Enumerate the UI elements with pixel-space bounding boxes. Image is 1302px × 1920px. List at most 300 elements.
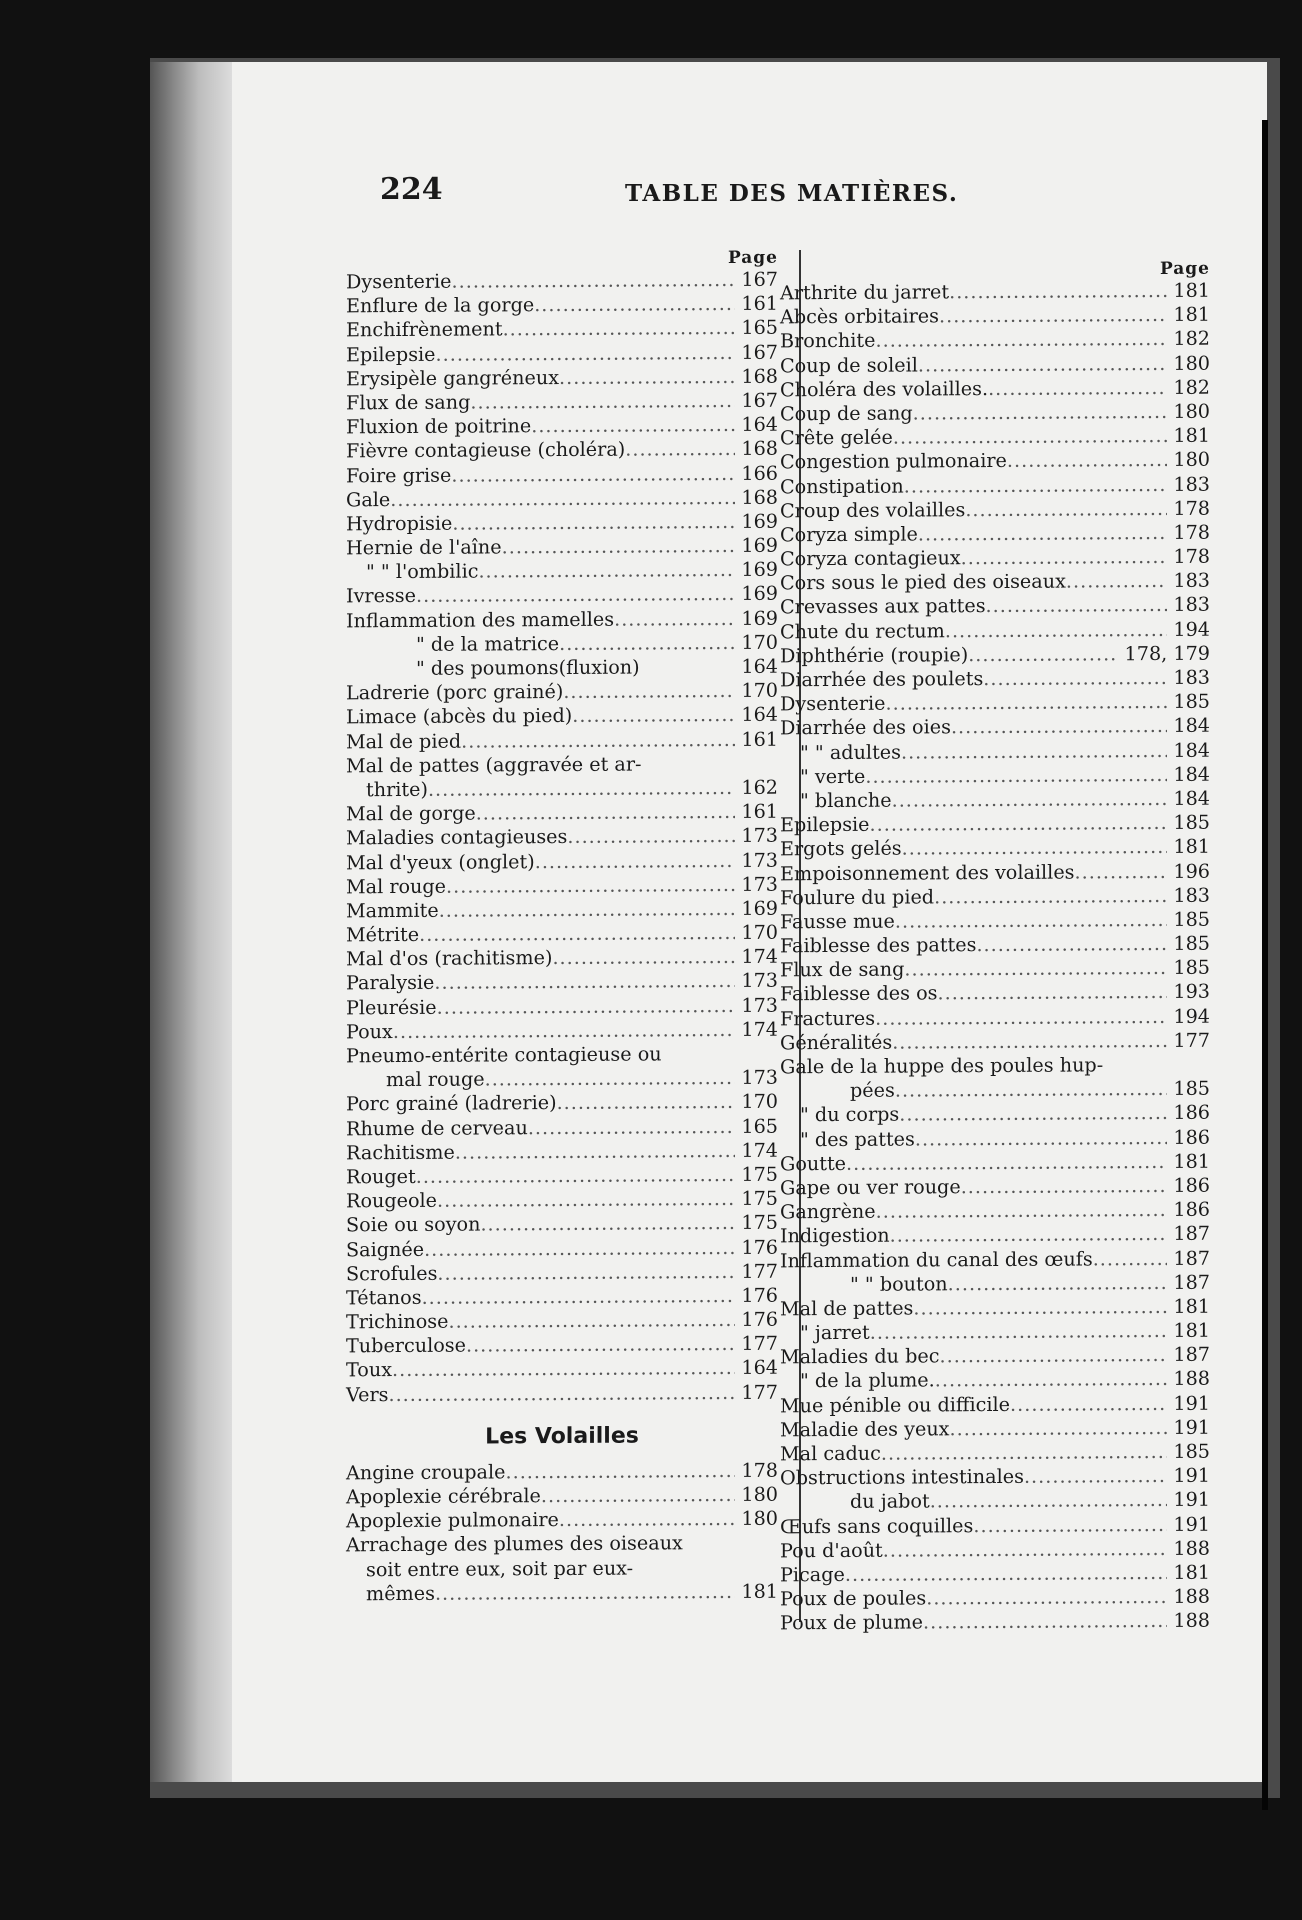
toc-entry [346, 292, 778, 319]
entry-page-number: 184 [1173, 738, 1210, 762]
entry-page-number: 191 [1173, 1391, 1210, 1415]
toc-entry [780, 375, 1210, 402]
toc-entry [780, 1246, 1210, 1273]
entry-label: " " bouton [850, 1271, 948, 1296]
entry-label: Apoplexie pulmonaire [346, 1508, 559, 1533]
entry-label: Pou d'août [780, 1538, 883, 1563]
entry-label: Maladie des yeux [780, 1417, 950, 1442]
entry-page-number: 167 [741, 388, 778, 412]
dot-leader [918, 352, 1168, 378]
entry-page-number: 193 [1173, 980, 1210, 1004]
entry-page-number: 177 [741, 1380, 778, 1404]
entry-page-number: 180 [1173, 447, 1210, 472]
entry-page-number: 181 [1173, 1560, 1210, 1584]
entry-page-number: 178, 179 [1124, 641, 1210, 666]
toc-entry [346, 969, 778, 996]
entry-page-number: 175 [741, 1186, 778, 1211]
entry-label: Tétanos [346, 1285, 422, 1310]
toc-entry [346, 1332, 778, 1359]
toc-entry [780, 1391, 1210, 1418]
toc-entry [780, 593, 1210, 620]
dot-leader [531, 413, 735, 438]
entry-page-number: 185 [1173, 689, 1210, 714]
entry-page-number: 165 [741, 1114, 778, 1138]
entry-page-number: 181 [1173, 834, 1210, 859]
toc-entry [346, 1211, 778, 1238]
entry-label: Paralysie [346, 971, 435, 995]
toc-entry [346, 945, 778, 972]
toc-entry [346, 510, 778, 537]
entry-page-number: 169 [741, 533, 778, 557]
entry-page-number: 185 [1173, 1439, 1210, 1463]
toc-entry [780, 787, 1210, 814]
entry-page-number: 162 [741, 775, 778, 799]
entry-page-number: 187 [1173, 1270, 1210, 1294]
dot-leader [950, 1416, 1168, 1442]
entry-label: Poux [346, 1019, 393, 1044]
entry-label: Cors sous le pied des oiseaux [780, 569, 1066, 595]
entry-label: Inflammation des mamelles [346, 607, 615, 632]
toc-entry [346, 1090, 778, 1117]
entry-label: Mal d'os (rachitisme) [346, 946, 553, 971]
dot-leader [976, 932, 1167, 957]
dot-leader [926, 1585, 1167, 1611]
entry-label: Saignée [346, 1237, 425, 1261]
entry-label: Maladies du bec [780, 1344, 940, 1369]
entry-page-number: 181 [1173, 278, 1210, 302]
entry-page-number: 175 [741, 1162, 778, 1186]
toc-entry [780, 1295, 1210, 1322]
entry-page-number: 164 [741, 412, 778, 437]
dot-leader [895, 908, 1168, 934]
dot-leader [428, 776, 735, 802]
toc-entry [780, 1367, 1210, 1394]
toc-entry [780, 351, 1210, 378]
toc-entry [780, 1149, 1210, 1176]
dot-leader [642, 770, 738, 771]
dot-leader [870, 1319, 1168, 1345]
entry-label: Limace (abcès du pied) [346, 704, 573, 729]
entry-label: Enchifrènement [346, 317, 503, 342]
toc-entry [346, 703, 778, 730]
toc-entry [780, 1198, 1210, 1225]
toc-entry [780, 327, 1210, 354]
entry-label: Scrofules [346, 1261, 438, 1286]
toc-entry [780, 303, 1210, 330]
entry-page-number: 174 [741, 944, 778, 969]
toc-entry [346, 1017, 778, 1044]
entry-label: Picage [780, 1562, 845, 1587]
dot-leader [918, 521, 1168, 547]
entry-label: Crête gelée [780, 425, 893, 450]
toc-entry [780, 1415, 1210, 1442]
toc-entry [780, 1174, 1210, 1201]
entry-page-number: 185 [1173, 1076, 1210, 1101]
entry-page-number: 185 [1173, 931, 1210, 955]
dot-leader [416, 582, 735, 608]
entry-page-number: 180 [741, 1482, 778, 1506]
left-column [346, 246, 778, 1607]
entry-label: Mal caduc [780, 1441, 881, 1466]
entry-label: Epilepsie [346, 342, 436, 366]
running-header [380, 172, 1020, 212]
dot-leader [915, 1126, 1168, 1152]
toc-entry [780, 1343, 1210, 1370]
entry-label: Mal d'yeux (onglet) [346, 849, 535, 874]
entry-page-number: 170 [741, 630, 778, 654]
toc-entry [780, 641, 1210, 668]
entry-label: Gape ou ver rouge [780, 1175, 961, 1200]
dot-leader [1066, 569, 1167, 594]
dot-leader [875, 1005, 1167, 1031]
toc-entry [346, 630, 778, 657]
toc-entry [346, 1235, 778, 1262]
entry-page-number: 181 [1173, 302, 1210, 327]
entry-page-number: 185 [1173, 955, 1210, 980]
dot-leader [940, 1343, 1168, 1369]
entry-label: Dysenterie [346, 269, 452, 294]
toc-entry [346, 897, 778, 924]
entry-label: Toux [346, 1358, 393, 1382]
entry-page-number: 196 [1173, 859, 1210, 883]
toc-entry [346, 872, 778, 899]
dot-leader [893, 424, 1168, 450]
toc-entry [780, 1270, 1210, 1297]
toc-entry [346, 1579, 778, 1606]
toc-entry [780, 448, 1210, 475]
entry-page-number: 183 [1173, 568, 1210, 593]
toc-entry [346, 751, 778, 778]
entry-label: Coryza simple [780, 522, 918, 547]
dot-leader [846, 1150, 1167, 1176]
dot-leader [461, 728, 735, 754]
entry-page-number: 174 [741, 1138, 778, 1162]
dot-leader [535, 848, 736, 873]
toc-entry [780, 1512, 1210, 1539]
right-column [780, 257, 1210, 1636]
entry-label: Gale [346, 487, 391, 512]
entry-page-number: 178 [1173, 520, 1210, 544]
entry-page-number: 173 [741, 848, 778, 872]
entry-label: Pleurésie [346, 995, 437, 1019]
dot-leader [951, 714, 1167, 740]
entry-page-number: 183 [1173, 472, 1210, 496]
dot-leader [899, 1101, 1167, 1127]
entry-label: Constipation [780, 474, 904, 498]
dot-leader [870, 811, 1168, 837]
toc-entry [346, 1380, 778, 1407]
dot-leader [503, 316, 736, 342]
entry-label: Flux de sang [346, 390, 471, 415]
dot-leader [876, 327, 1168, 353]
entry-page-number: 169 [741, 582, 778, 606]
entry-label: Congestion pulmonaire [780, 449, 1007, 474]
toc-entry [780, 738, 1210, 765]
entry-page-number: 170 [741, 1090, 778, 1114]
dot-leader [559, 631, 735, 656]
entry-label: Pneumo-entérite contagieuse ou [346, 1042, 662, 1068]
page-number: 224 [380, 172, 443, 207]
entry-page-number: 164 [741, 1356, 778, 1380]
dot-leader [1075, 859, 1168, 884]
toc-entry [346, 1187, 778, 1214]
dot-leader [451, 461, 735, 487]
toc-entry [780, 1585, 1210, 1612]
toc-entry [780, 762, 1210, 789]
dot-leader [930, 1488, 1168, 1514]
toc-entry [780, 424, 1210, 451]
entry-page-number: 173 [741, 823, 778, 848]
entry-label: soit entre eux, soit par eux- [366, 1556, 634, 1581]
toc-entry [346, 389, 778, 416]
dot-leader [949, 279, 1167, 305]
entry-label: Faiblesse des os [780, 981, 938, 1006]
entry-label: Mal de pattes [780, 1296, 914, 1321]
entry-label: Poux de poules [780, 1586, 927, 1611]
entry-page-number: 194 [1173, 1004, 1210, 1028]
entry-label: Diphthérie (roupie) [780, 642, 969, 668]
entry-page-number: 168 [741, 436, 778, 461]
dot-leader [567, 824, 735, 849]
entry-page-number: 184 [1173, 762, 1210, 786]
entry-label: Empoisonnement des volailles [780, 860, 1075, 885]
dot-leader [965, 497, 1167, 522]
dot-leader [392, 1356, 735, 1382]
entry-label: Ergots gelés [780, 836, 902, 861]
entry-label: Bronchite [780, 329, 876, 353]
dot-leader [416, 1163, 736, 1189]
dot-leader [886, 690, 1168, 716]
entry-label: Inflammation du canal des œufs [780, 1246, 1093, 1272]
dot-leader [988, 376, 1167, 401]
dot-leader [1010, 1392, 1167, 1417]
entry-label: Chute du rectum [780, 618, 945, 643]
entry-label: thrite) [366, 777, 428, 802]
entry-page-number: 181 [1173, 1318, 1210, 1342]
entry-label: Fièvre contagieuse (choléra) [346, 437, 626, 463]
toc-entry [780, 714, 1210, 741]
entry-label: Abcès orbitaires [780, 304, 939, 329]
toc-entry [346, 1308, 778, 1335]
left-entry-list [346, 268, 778, 1407]
toc-entry [346, 1163, 778, 1190]
dot-leader [434, 969, 735, 995]
entry-page-number: 180 [741, 1506, 778, 1531]
dot-leader [913, 1295, 1167, 1321]
entry-label: Tuberculose [346, 1333, 466, 1358]
entry-label: du jabot [850, 1489, 930, 1514]
entry-label: " de la plume. [800, 1368, 935, 1393]
entry-label: Foulure du pied [780, 885, 935, 910]
dot-leader [534, 292, 735, 317]
toc-entry [780, 1440, 1210, 1467]
toc-entry [780, 1028, 1210, 1055]
entry-label: Dysenterie [780, 691, 886, 716]
entry-page-number: 169 [741, 557, 778, 582]
entry-page-number: 188 [1173, 1367, 1210, 1391]
toc-entry [346, 316, 778, 343]
toc-entry [346, 679, 778, 706]
dot-leader [476, 800, 736, 826]
dot-leader [393, 1018, 736, 1044]
entry-label: Hernie de l'aîne [346, 535, 502, 560]
entry-page-number: 173 [741, 969, 778, 993]
dot-leader [973, 1513, 1167, 1538]
dot-leader [437, 994, 736, 1020]
entry-label: Hydropisie [346, 511, 453, 536]
dot-leader [876, 1198, 1168, 1224]
dot-leader [559, 1507, 736, 1532]
dot-leader [934, 884, 1167, 910]
entry-page-number: 180 [1173, 399, 1210, 423]
entry-page-number: 176 [741, 1283, 778, 1307]
dot-leader [446, 873, 735, 899]
toc-entry [780, 666, 1210, 693]
toc-entry [346, 1507, 778, 1534]
dot-leader [390, 486, 735, 512]
toc-entry [780, 496, 1210, 523]
toc-entry [780, 1077, 1210, 1104]
toc-entry [780, 811, 1210, 838]
dot-leader [559, 365, 735, 390]
toc-entry [780, 1053, 1210, 1080]
toc-entry [346, 558, 778, 585]
entry-label: Rachitisme [346, 1140, 455, 1165]
page-column-label: Page [727, 247, 778, 268]
toc-entry [780, 1609, 1210, 1636]
entry-page-number: 177 [741, 1331, 778, 1356]
entry-page-number: 194 [1173, 617, 1210, 641]
entry-page-number: 181 [1173, 423, 1210, 448]
dot-leader [452, 268, 736, 294]
dot-leader [452, 510, 735, 536]
dot-leader [904, 956, 1167, 982]
entry-page-number: 187 [1173, 1246, 1210, 1270]
dot-leader [923, 1609, 1167, 1635]
dot-leader [983, 666, 1167, 691]
toc-entry [346, 340, 778, 367]
entry-page-number: 168 [741, 364, 778, 388]
entry-page-number: 164 [741, 703, 778, 727]
entry-page-number: 188 [1173, 1536, 1210, 1560]
toc-entry [346, 1066, 778, 1093]
entry-page-number: 177 [741, 1259, 778, 1283]
toc-entry [780, 472, 1210, 499]
entry-page-number: 161 [741, 291, 778, 316]
entry-page-number: 167 [741, 340, 778, 364]
entry-label: " du corps [800, 1102, 900, 1127]
dot-leader [938, 980, 1168, 1006]
dot-leader [939, 303, 1167, 329]
toc-entry [780, 932, 1210, 959]
toc-entry [346, 606, 778, 633]
entry-page-number: 183 [1173, 665, 1210, 689]
entry-label: " des pattes [800, 1127, 915, 1151]
entry-label: " de la matrice [416, 631, 560, 656]
dot-leader [865, 763, 1167, 789]
entry-page-number: 188 [1173, 1608, 1210, 1633]
entry-label: " blanche [800, 788, 892, 813]
entry-label: Maladies contagieuses [346, 825, 568, 850]
entry-page-number: 183 [1173, 883, 1210, 907]
toc-entry [346, 776, 778, 803]
entry-label: Mal de gorge [346, 801, 476, 826]
entry-label: Trichinose [346, 1309, 449, 1334]
entry-label: Apoplexie cérébrale [346, 1484, 541, 1509]
book-spine [150, 62, 232, 1782]
toc-entry [780, 1101, 1210, 1128]
entry-page-number: 175 [741, 1210, 778, 1235]
page-column-label: Page [1159, 258, 1210, 279]
entry-label: Erysipèle gangréneux [346, 365, 560, 391]
toc-entry [346, 268, 778, 295]
toc-entry [780, 1222, 1210, 1249]
entry-page-number: 161 [741, 799, 778, 824]
entry-label: Métrite [346, 922, 420, 947]
dot-leader [466, 1332, 735, 1358]
toc-entry [780, 1464, 1210, 1491]
entry-label: Gangrène [780, 1199, 876, 1224]
entry-page-number: 169 [741, 509, 778, 533]
dot-leader [1007, 448, 1167, 473]
dot-leader [439, 897, 736, 923]
dot-leader [883, 1537, 1168, 1563]
toc-entry [346, 485, 778, 512]
entry-label: Fausse mue [780, 909, 895, 934]
toc-entry [346, 437, 778, 464]
toc-entry [346, 1259, 778, 1286]
entry-label: Œufs sans coquilles [780, 1513, 974, 1538]
entry-label: pées [850, 1078, 895, 1103]
entry-page-number: 182 [1173, 327, 1210, 351]
entry-label: Ivresse [346, 584, 416, 608]
dot-leader [895, 1077, 1168, 1103]
toc-entry [780, 859, 1210, 886]
toc-entry [346, 1531, 778, 1558]
entry-page-number: 168 [741, 485, 778, 509]
entry-page-number: 165 [741, 316, 778, 340]
entry-label: Vers [346, 1382, 389, 1406]
toc-entry [346, 1138, 778, 1165]
dot-leader [552, 945, 735, 970]
entry-page-number: 180 [1173, 351, 1210, 375]
dot-leader [892, 787, 1168, 813]
dot-leader [424, 1235, 735, 1261]
dot-leader [435, 1580, 735, 1606]
dot-leader [881, 1440, 1167, 1466]
toc-entry [780, 883, 1210, 910]
entry-label: " " adultes [800, 740, 901, 764]
entry-page-number: 191 [1173, 1415, 1210, 1439]
entry-page-number: 174 [741, 1017, 778, 1041]
entry-label: Diarrhée des poulets [780, 667, 984, 692]
entry-label: Coryza contagieux [780, 546, 961, 571]
entry-label: Diarrhée des oies [780, 715, 951, 740]
toc-entry [780, 1125, 1210, 1152]
entry-label: Coup de sang [780, 401, 913, 426]
dot-leader [506, 1459, 736, 1485]
dot-leader [913, 400, 1168, 426]
toc-entry [346, 1555, 778, 1582]
dot-leader [1093, 1246, 1168, 1271]
entry-label: Rougeole [346, 1188, 438, 1213]
entry-page-number: 186 [1173, 1101, 1210, 1125]
entry-label: Flux de sang [780, 957, 905, 982]
entry-label: " verte [800, 764, 866, 788]
toc-entry [346, 1458, 778, 1485]
entry-label: Gale de la huppe des poules hup- [780, 1053, 1104, 1079]
entry-label: Mal rouge [346, 874, 447, 899]
